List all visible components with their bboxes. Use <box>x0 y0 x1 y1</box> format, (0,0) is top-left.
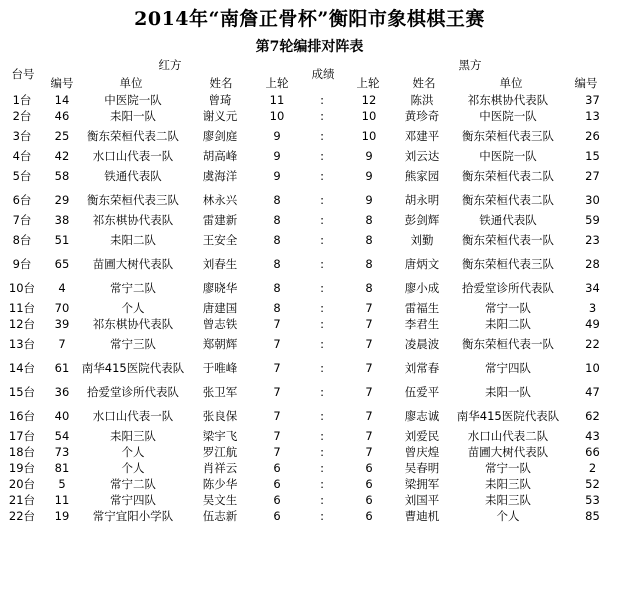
table-row <box>0 428 619 444</box>
cell-red-prev-round: 7 <box>273 337 281 351</box>
cell-black-unit: 中医院一队 <box>479 109 537 123</box>
table-row <box>0 148 619 164</box>
cell-red-unit: 铁通代表队 <box>104 169 162 183</box>
cell-red-unit: 常宁二队 <box>110 281 156 295</box>
cell-result-separator: : <box>320 317 324 331</box>
cell-red-unit: 个人 <box>121 461 145 475</box>
table-row <box>0 404 619 428</box>
cell-red-prev-round: 6 <box>273 461 281 475</box>
cell-red-number: 36 <box>54 385 70 399</box>
cell-red-name: 伍志新 <box>202 509 238 523</box>
cell-red-name: 吴文生 <box>202 493 238 507</box>
cell-red-number: 65 <box>54 257 70 271</box>
header-red-side: 红方 <box>158 58 182 72</box>
cell-red-number: 19 <box>54 509 70 523</box>
header-red-number: 编号 <box>50 76 74 90</box>
cell-black-prev-round: 8 <box>365 233 373 247</box>
cell-black-name: 刘云达 <box>404 149 440 163</box>
cell-red-number: 46 <box>54 109 70 123</box>
cell-red-name: 雷建新 <box>202 213 238 227</box>
cell-black-number: 13 <box>585 109 600 123</box>
cell-board: 2台 <box>12 109 32 123</box>
cell-red-unit: 常宁四队 <box>110 493 156 507</box>
cell-red-prev-round: 7 <box>273 361 281 375</box>
table-row <box>0 476 619 492</box>
cell-red-name: 曾志铁 <box>202 317 238 331</box>
cell-black-name: 唐炳文 <box>404 257 440 271</box>
cell-red-number: 25 <box>54 129 70 143</box>
cell-red-number: 7 <box>58 337 66 351</box>
cell-board: 19台 <box>8 461 36 475</box>
cell-red-name: 唐建国 <box>202 301 238 315</box>
cell-result-separator: : <box>320 169 324 183</box>
cell-black-number: 85 <box>585 509 600 523</box>
cell-black-number: 43 <box>585 429 600 443</box>
cell-board: 8台 <box>12 233 32 247</box>
header-black-prev-round: 上轮 <box>356 76 380 90</box>
cell-red-unit: 个人 <box>121 301 145 315</box>
header-black-side: 黑方 <box>458 58 482 72</box>
cell-black-number: 62 <box>585 409 600 423</box>
cell-red-prev-round: 8 <box>273 233 281 247</box>
cell-red-name: 梁宇飞 <box>202 429 238 443</box>
cell-red-name: 郑朝辉 <box>202 337 238 351</box>
cell-black-name: 熊家园 <box>404 169 440 183</box>
cell-result-separator: : <box>320 281 324 295</box>
cell-red-name: 廖晓华 <box>202 281 238 295</box>
cell-board: 14台 <box>8 361 36 375</box>
cell-black-number: 2 <box>588 461 597 475</box>
header-red-name: 姓名 <box>209 76 233 90</box>
round-subtitle: 第7轮编排对阵表 <box>255 39 364 55</box>
table-row <box>0 316 619 332</box>
cell-black-unit: 衡东荣桓代表二队 <box>462 193 554 207</box>
cell-red-name: 曾琦 <box>208 93 232 107</box>
cell-black-prev-round: 7 <box>365 337 373 351</box>
cell-black-unit: 衡东荣桓代表一队 <box>462 337 554 351</box>
cell-red-unit: 祁东棋协代表队 <box>92 317 174 331</box>
cell-red-number: 5 <box>58 477 66 491</box>
cell-black-number: 53 <box>585 493 600 507</box>
cell-red-name: 罗江航 <box>202 445 238 459</box>
table-row <box>0 188 619 212</box>
cell-black-name: 刘常春 <box>404 361 440 375</box>
cell-board: 11台 <box>8 301 36 315</box>
header-black-number: 编号 <box>574 76 598 90</box>
cell-black-unit: 衡东荣桓代表三队 <box>462 129 554 143</box>
cell-red-prev-round: 9 <box>273 149 281 163</box>
cell-board: 15台 <box>8 385 36 399</box>
cell-black-unit: 个人 <box>496 509 520 523</box>
table-row <box>0 212 619 228</box>
cell-red-name: 陈少华 <box>202 477 238 491</box>
cell-black-name: 邓建平 <box>404 129 440 143</box>
cell-red-unit: 南华415医院代表队 <box>81 361 185 375</box>
cell-red-name: 张卫军 <box>202 385 238 399</box>
cell-red-number: 11 <box>54 493 70 507</box>
cell-board: 1台 <box>12 93 32 107</box>
cell-black-unit: 衡东荣桓代表一队 <box>462 233 554 247</box>
cell-red-name: 谢义元 <box>202 109 238 123</box>
cell-black-number: 37 <box>585 93 600 107</box>
cell-black-number: 23 <box>585 233 600 247</box>
cell-red-number: 29 <box>54 193 70 207</box>
cell-red-prev-round: 6 <box>273 493 281 507</box>
cell-black-prev-round: 9 <box>365 149 373 163</box>
cell-red-prev-round: 8 <box>273 213 281 227</box>
cell-red-number: 42 <box>54 149 70 163</box>
cell-black-prev-round: 8 <box>365 257 373 271</box>
cell-red-name: 张良保 <box>202 409 238 423</box>
cell-result-separator: : <box>320 213 324 227</box>
cell-red-name: 虞海洋 <box>202 169 238 183</box>
header-result: 成绩 <box>311 67 335 81</box>
cell-red-unit: 水口山代表一队 <box>92 149 174 163</box>
cell-red-prev-round: 6 <box>273 509 281 523</box>
cell-red-number: 58 <box>54 169 70 183</box>
cell-black-number: 26 <box>585 129 600 143</box>
cell-black-name: 刘国平 <box>404 493 440 507</box>
cell-red-number: 54 <box>54 429 70 443</box>
cell-black-name: 彭剑辉 <box>404 213 440 227</box>
cell-black-prev-round: 8 <box>365 281 373 295</box>
cell-red-unit: 中医院一队 <box>104 93 162 107</box>
cell-red-prev-round: 11 <box>269 93 285 107</box>
cell-board: 21台 <box>8 493 36 507</box>
cell-red-name: 王安全 <box>202 233 238 247</box>
cell-board: 9台 <box>12 257 32 271</box>
cell-red-prev-round: 7 <box>273 409 281 423</box>
cell-result-separator: : <box>320 93 324 107</box>
cell-red-number: 51 <box>54 233 70 247</box>
cell-red-name: 廖剑庭 <box>202 129 238 143</box>
cell-result-separator: : <box>320 429 324 443</box>
cell-red-prev-round: 6 <box>273 477 281 491</box>
cell-red-unit: 个人 <box>121 445 145 459</box>
cell-red-prev-round: 9 <box>273 169 281 183</box>
cell-red-unit: 耒阳三队 <box>110 429 156 443</box>
table-row <box>0 300 619 316</box>
cell-result-separator: : <box>320 149 324 163</box>
header-black-name: 姓名 <box>412 76 436 90</box>
cell-red-unit: 祁东棋协代表队 <box>92 213 174 227</box>
page-title: 2014年“南詹正骨杯”衡阳市象棋棋王赛 <box>134 8 485 30</box>
cell-black-number: 47 <box>585 385 600 399</box>
cell-red-unit: 衡东荣桓代表二队 <box>87 129 179 143</box>
cell-black-name: 吴春明 <box>404 461 440 475</box>
cell-red-number: 61 <box>54 361 70 375</box>
cell-black-unit: 苗圃大树代表队 <box>467 445 549 459</box>
table-row <box>0 380 619 404</box>
cell-red-prev-round: 8 <box>273 193 281 207</box>
cell-black-prev-round: 7 <box>365 317 373 331</box>
cell-result-separator: : <box>320 109 324 123</box>
cell-board: 5台 <box>12 169 32 183</box>
cell-black-prev-round: 7 <box>365 429 373 443</box>
cell-black-number: 3 <box>588 301 597 315</box>
cell-red-number: 40 <box>54 409 70 423</box>
cell-black-prev-round: 9 <box>365 193 373 207</box>
table-row <box>0 252 619 276</box>
cell-black-prev-round: 7 <box>365 301 373 315</box>
table-row <box>0 460 619 476</box>
cell-black-unit: 拾爱堂诊所代表队 <box>462 281 554 295</box>
cell-red-prev-round: 7 <box>273 429 281 443</box>
cell-red-prev-round: 7 <box>273 445 281 459</box>
cell-red-unit: 耒阳一队 <box>110 109 156 123</box>
cell-result-separator: : <box>320 385 324 399</box>
cell-board: 10台 <box>8 281 36 295</box>
cell-red-unit: 常宁三队 <box>110 337 156 351</box>
cell-black-name: 李君生 <box>404 317 440 331</box>
cell-black-name: 刘勤 <box>410 233 434 247</box>
cell-black-prev-round: 10 <box>361 129 377 143</box>
table-row <box>0 356 619 380</box>
cell-black-name: 曹迪机 <box>404 509 440 523</box>
cell-black-name: 廖志诚 <box>404 409 440 423</box>
cell-black-name: 黄珍奇 <box>404 109 440 123</box>
cell-black-prev-round: 8 <box>365 213 373 227</box>
cell-result-separator: : <box>320 233 324 247</box>
cell-black-unit: 耒阳三队 <box>485 477 531 491</box>
cell-black-unit: 常宁四队 <box>485 361 531 375</box>
cell-black-prev-round: 6 <box>365 509 373 523</box>
cell-result-separator: : <box>320 445 324 459</box>
cell-red-prev-round: 8 <box>273 257 281 271</box>
cell-black-name: 陈洪 <box>410 93 434 107</box>
cell-red-name: 肖祥云 <box>202 461 238 475</box>
cell-black-number: 34 <box>585 281 600 295</box>
cell-red-number: 38 <box>54 213 70 227</box>
cell-black-name: 雷福生 <box>404 301 440 315</box>
table-row <box>0 228 619 252</box>
cell-black-name: 刘爱民 <box>404 429 440 443</box>
header-black-unit: 单位 <box>499 76 523 90</box>
pairing-table <box>0 92 619 524</box>
cell-red-unit: 常宁二队 <box>110 477 156 491</box>
table-row <box>0 108 619 124</box>
cell-black-prev-round: 7 <box>365 445 373 459</box>
cell-red-name: 林永兴 <box>202 193 238 207</box>
cell-black-unit: 耒阳一队 <box>485 385 531 399</box>
cell-black-number: 49 <box>585 317 600 331</box>
cell-black-number: 28 <box>585 257 600 271</box>
cell-red-prev-round: 7 <box>273 317 281 331</box>
cell-black-unit: 常宁一队 <box>485 301 531 315</box>
header-red-unit: 单位 <box>119 76 143 90</box>
table-row <box>0 332 619 356</box>
cell-result-separator: : <box>320 129 324 143</box>
cell-result-separator: : <box>320 257 324 271</box>
cell-black-unit: 水口山代表二队 <box>467 429 549 443</box>
cell-black-name: 凌晨波 <box>404 337 440 351</box>
cell-board: 18台 <box>8 445 36 459</box>
cell-red-unit: 苗圃大树代表队 <box>92 257 174 271</box>
cell-board: 17台 <box>8 429 36 443</box>
cell-red-prev-round: 8 <box>273 301 281 315</box>
cell-black-number: 52 <box>585 477 600 491</box>
cell-red-prev-round: 10 <box>269 109 285 123</box>
cell-black-unit: 中医院一队 <box>479 149 537 163</box>
cell-red-number: 4 <box>58 281 66 295</box>
table-row <box>0 124 619 148</box>
cell-black-name: 伍爱平 <box>404 385 440 399</box>
cell-black-name: 曾庆煌 <box>404 445 440 459</box>
cell-board: 12台 <box>8 317 36 331</box>
cell-board: 22台 <box>8 509 36 523</box>
cell-black-number: 30 <box>585 193 600 207</box>
cell-board: 7台 <box>12 213 32 227</box>
cell-red-number: 14 <box>54 93 70 107</box>
cell-black-number: 15 <box>585 149 600 163</box>
cell-black-unit: 常宁一队 <box>485 461 531 475</box>
cell-red-unit: 耒阳二队 <box>110 233 156 247</box>
cell-board: 3台 <box>12 129 32 143</box>
cell-black-prev-round: 7 <box>365 409 373 423</box>
cell-result-separator: : <box>320 361 324 375</box>
table-row <box>0 444 619 460</box>
cell-board: 20台 <box>8 477 36 491</box>
table-row <box>0 508 619 524</box>
cell-black-number: 22 <box>585 337 600 351</box>
cell-black-prev-round: 9 <box>365 169 373 183</box>
cell-red-name: 于唯峰 <box>202 361 238 375</box>
cell-result-separator: : <box>320 193 324 207</box>
cell-black-unit: 铁通代表队 <box>479 213 537 227</box>
cell-red-prev-round: 7 <box>273 385 281 399</box>
cell-board: 6台 <box>12 193 32 207</box>
cell-black-prev-round: 10 <box>361 109 377 123</box>
cell-black-unit: 衡东荣桓代表二队 <box>462 169 554 183</box>
cell-black-name: 梁拥军 <box>404 477 440 491</box>
cell-black-unit: 衡东荣桓代表三队 <box>462 257 554 271</box>
cell-black-prev-round: 6 <box>365 461 373 475</box>
cell-black-prev-round: 7 <box>365 385 373 399</box>
cell-red-unit: 水口山代表一队 <box>92 409 174 423</box>
cell-result-separator: : <box>320 477 324 491</box>
cell-result-separator: : <box>320 493 324 507</box>
cell-result-separator: : <box>320 409 324 423</box>
cell-board: 4台 <box>12 149 32 163</box>
cell-black-name: 胡永明 <box>404 193 440 207</box>
cell-red-name: 胡高峰 <box>202 149 238 163</box>
cell-black-prev-round: 12 <box>361 93 377 107</box>
cell-black-number: 59 <box>585 213 600 227</box>
table-row <box>0 492 619 508</box>
cell-result-separator: : <box>320 301 324 315</box>
cell-red-number: 70 <box>54 301 70 315</box>
cell-red-number: 81 <box>54 461 70 475</box>
cell-black-unit: 祁东棋协代表队 <box>467 93 549 107</box>
cell-black-number: 27 <box>585 169 600 183</box>
cell-black-prev-round: 7 <box>365 361 373 375</box>
cell-red-prev-round: 9 <box>273 129 281 143</box>
cell-red-number: 73 <box>54 445 70 459</box>
cell-board: 13台 <box>8 337 36 351</box>
cell-red-prev-round: 8 <box>273 281 281 295</box>
cell-red-name: 刘春生 <box>202 257 238 271</box>
header-board: 台号 <box>11 67 35 81</box>
cell-black-prev-round: 6 <box>365 477 373 491</box>
table-row <box>0 276 619 300</box>
cell-black-unit: 耒阳二队 <box>485 317 531 331</box>
header-red-prev-round: 上轮 <box>265 76 289 90</box>
cell-red-unit: 拾爱堂诊所代表队 <box>87 385 179 399</box>
cell-black-unit: 南华415医院代表队 <box>456 409 560 423</box>
cell-black-unit: 耒阳三队 <box>485 493 531 507</box>
cell-black-prev-round: 6 <box>365 493 373 507</box>
cell-black-number: 66 <box>585 445 600 459</box>
cell-red-unit: 衡东荣桓代表三队 <box>87 193 179 207</box>
table-row <box>0 92 619 108</box>
cell-red-number: 39 <box>54 317 70 331</box>
cell-result-separator: : <box>320 509 324 523</box>
cell-board: 16台 <box>8 409 36 423</box>
cell-black-number: 10 <box>585 361 600 375</box>
table-row <box>0 164 619 188</box>
cell-red-unit: 常宁宜阳小学队 <box>92 509 174 523</box>
cell-result-separator: : <box>320 461 324 475</box>
cell-black-name: 廖小成 <box>404 281 440 295</box>
cell-result-separator: : <box>320 337 324 351</box>
